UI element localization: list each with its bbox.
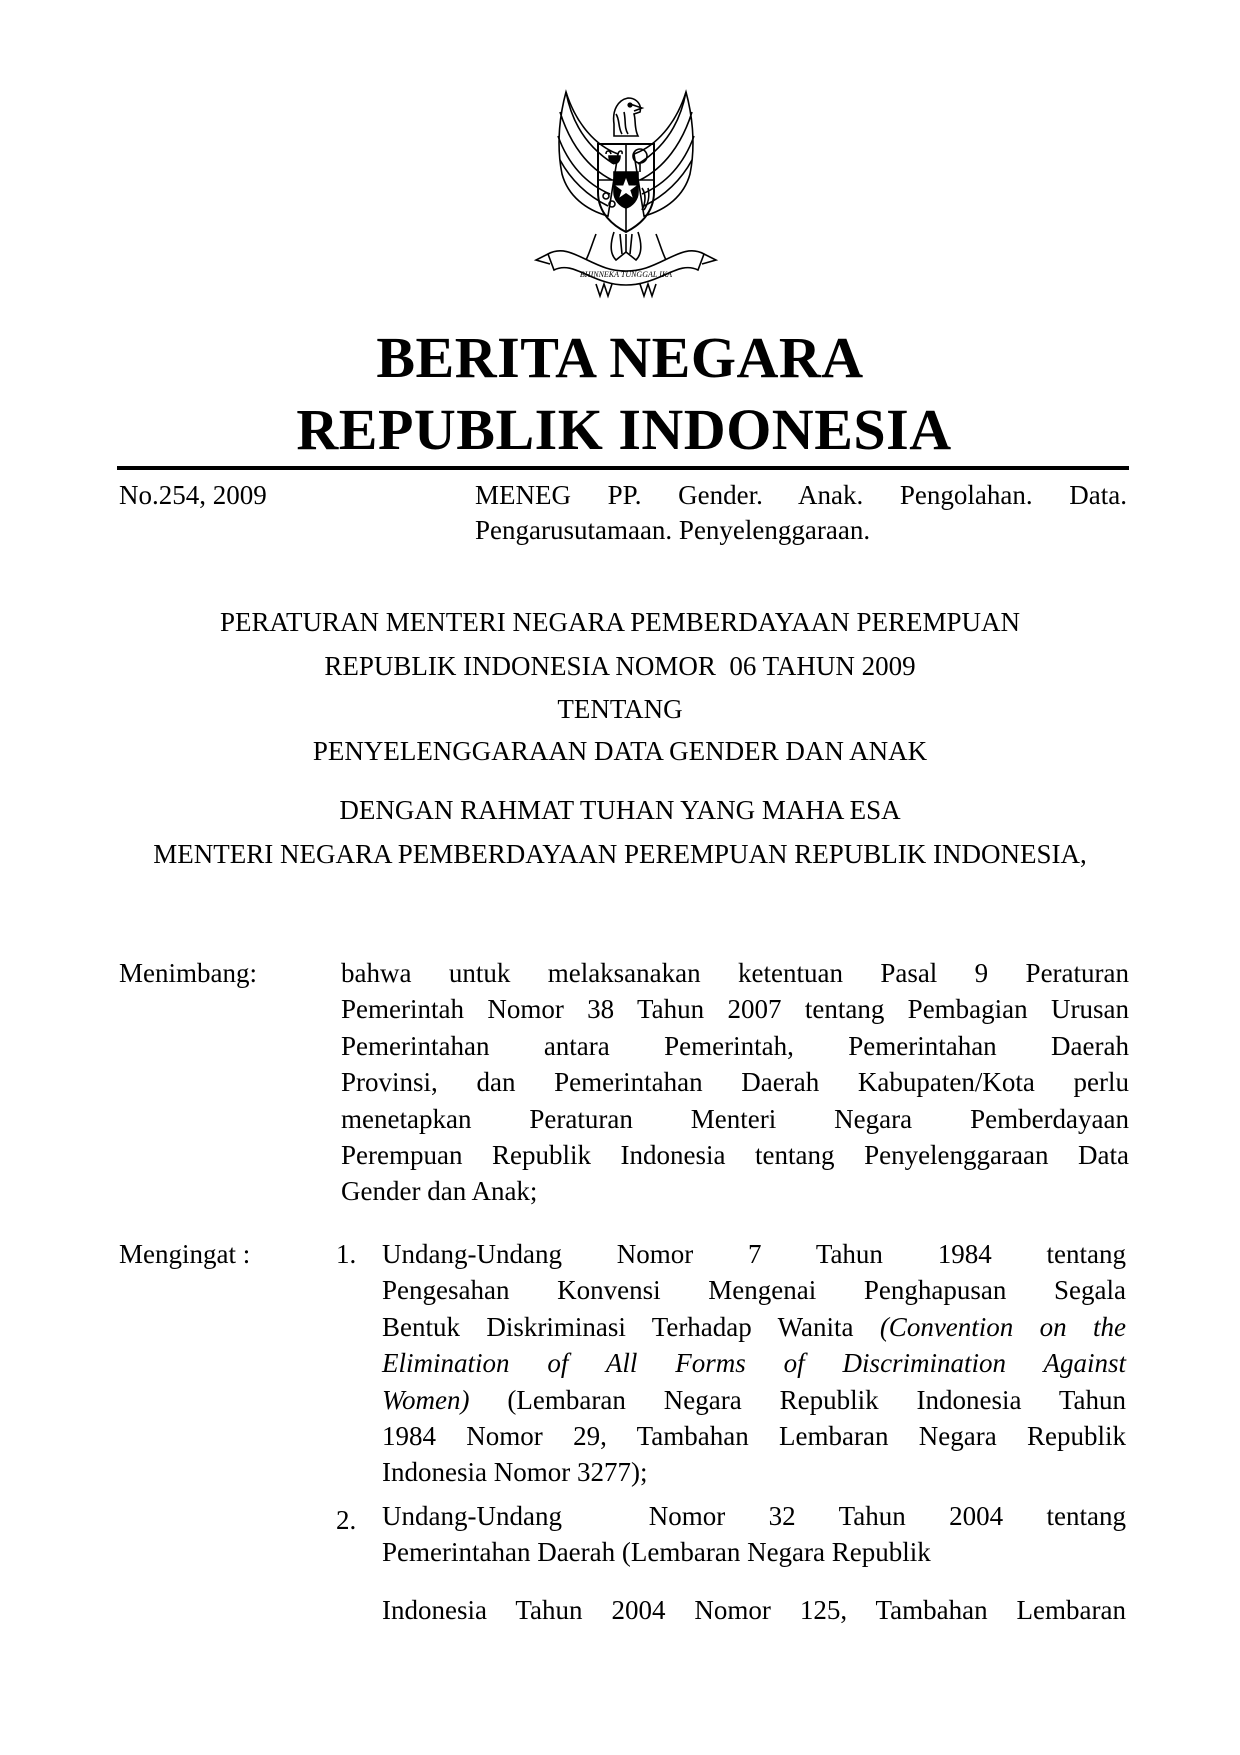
section-label-menimbang: Menimbang:	[119, 958, 257, 988]
paragraph-line: Pemerintah Nomor 38 Tahun 2007 tentang Pembagian Urusan	[341, 994, 1129, 1025]
italic-paragraph-line: Elimination of All Forms of Discrimination Against	[382, 1348, 1126, 1379]
issue-subject	[475, 478, 1127, 548]
garuda-pancasila-emblem-icon	[525, 84, 727, 300]
paragraph-line: Pemerintahan Daerah (Lembaran Negara Republik	[382, 1537, 931, 1568]
masthead-divider	[117, 466, 1129, 470]
paragraph-line: Pemerintahan antara Pemerintah, Pemerintahan Daerah	[341, 1030, 1129, 1061]
section-label-mengingat: Mengingat :	[119, 1239, 251, 1269]
paragraph-line: Gender dan Anak;	[341, 1176, 538, 1207]
list-item-number: 2.	[336, 1505, 357, 1535]
regulation-title-line: REPUBLIK INDONESIA NOMOR 06 TAHUN 2009	[324, 651, 916, 681]
issue-subject-line: MENEG PP. Gender. Anak. Pengolahan. Data.	[475, 480, 1127, 510]
paragraph-line: Provinsi, dan Pemerintahan Daerah Kabupaten/Kota perlu	[341, 1067, 1129, 1098]
regulation-invocation: DENGAN RAHMAT TUHAN YANG MAHA ESA	[339, 795, 901, 825]
masthead-title: BERITA NEGARA	[376, 325, 864, 390]
regulation-title-line: PERATURAN MENTERI NEGARA PEMBERDAYAAN PEREMPUAN	[219, 607, 1021, 637]
italic-text-run: Women)	[382, 1384, 470, 1415]
paragraph-line: 1984 Nomor 29, Tambahan Lembaran Negara Republik	[382, 1421, 1126, 1452]
paragraph-line	[382, 1309, 1126, 1345]
mengingat-item-2	[382, 1498, 1126, 1571]
svg-text:BHINNEKA TUNGGAL IKA: BHINNEKA TUNGGAL IKA	[579, 270, 673, 279]
paragraph-line: Indonesia Tahun 2004 Nomor 125, Tambahan Lembaran	[382, 1595, 1126, 1625]
regulation-title-line: TENTANG	[557, 694, 683, 724]
regulation-issuer: MENTERI NEGARA PEMBERDAYAAN PEREMPUAN REPUBLIK INDONESIA,	[153, 839, 1087, 869]
paragraph-line: menetapkan Peraturan Menteri Negara Pemberdayaan	[341, 1103, 1129, 1134]
text-run: Bentuk Diskriminasi Terhadap Wanita	[382, 1311, 880, 1342]
paragraph-line: Undang-Undang Nomor 7 Tahun 1984 tentang	[382, 1239, 1126, 1269]
paragraph-line: Undang-Undang Nomor 32 Tahun 2004 tentang	[382, 1501, 1126, 1531]
issue-number: No.254, 2009	[119, 480, 267, 510]
text-run: (Lembaran Negara Republik Indonesia Tahun	[469, 1384, 1126, 1415]
mengingat-item-2-continued	[382, 1592, 1126, 1628]
mengingat-item-1	[382, 1236, 1126, 1491]
menimbang-paragraph	[341, 955, 1129, 1210]
paragraph-line	[382, 1382, 1126, 1418]
paragraph-line: Pengesahan Konvensi Mengenai Penghapusan Segala	[382, 1275, 1126, 1306]
masthead-subtitle: REPUBLIK INDONESIA	[296, 397, 952, 462]
italic-text-run: (Convention on the	[879, 1311, 1126, 1342]
issue-subject-line: Pengarusutamaan. Penyelenggaraan.	[475, 515, 871, 545]
regulation-title-line: PENYELENGGARAAN DATA GENDER DAN ANAK	[312, 736, 928, 766]
paragraph-line: bahwa untuk melaksanakan ketentuan Pasal 9 Peraturan	[341, 958, 1129, 988]
paragraph-line: Indonesia Nomor 3277);	[382, 1457, 648, 1488]
list-item-number: 1.	[336, 1239, 357, 1269]
paragraph-line: Perempuan Republik Indonesia tentang Penyelenggaraan Data	[341, 1140, 1129, 1171]
